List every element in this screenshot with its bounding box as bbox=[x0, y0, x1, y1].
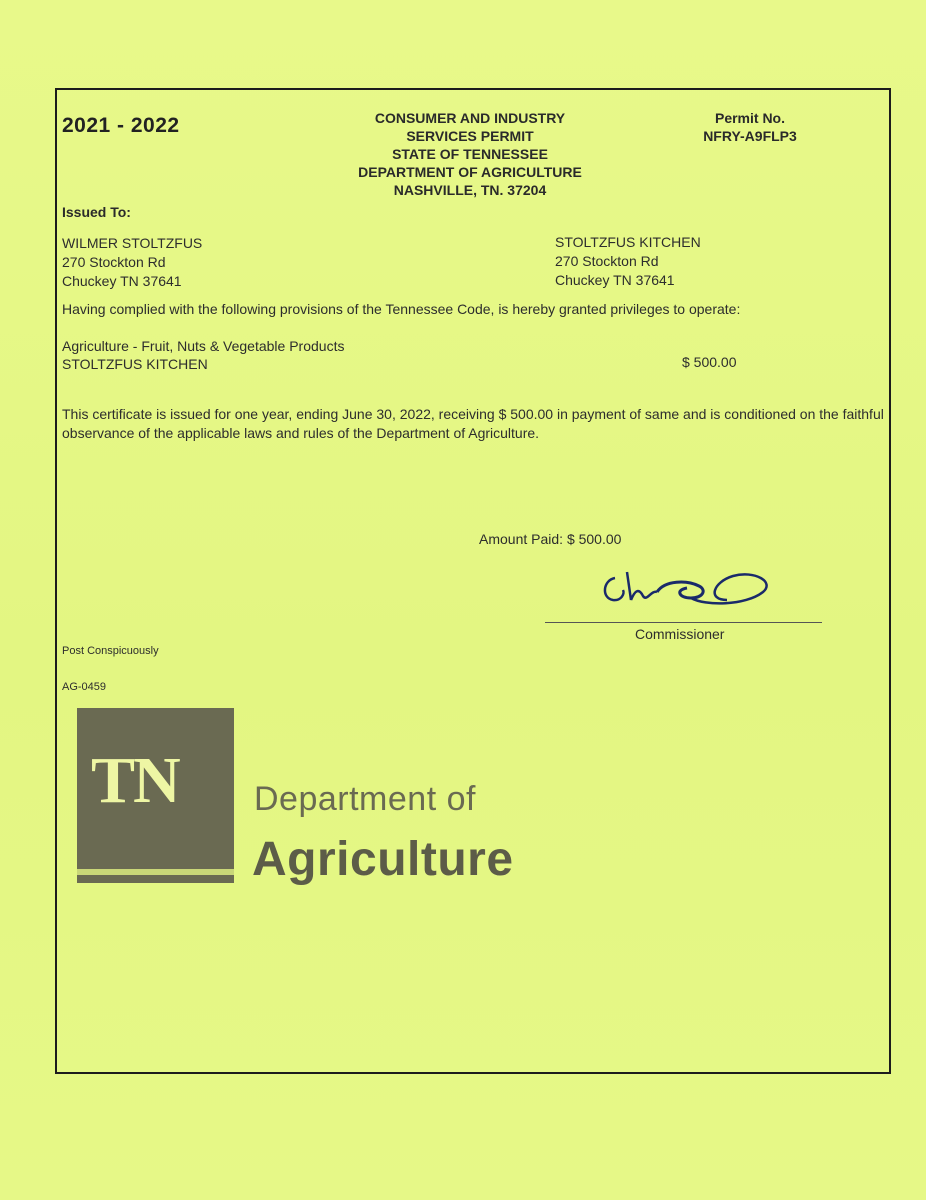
heading-line: CONSUMER AND INDUSTRY bbox=[374, 110, 566, 126]
issued-to-label: Issued To: bbox=[62, 204, 131, 220]
activity-business: STOLTZFUS KITCHEN bbox=[62, 356, 208, 372]
permit-fee: $ 500.00 bbox=[682, 354, 737, 370]
owner-city: Chuckey TN 37641 bbox=[62, 273, 182, 289]
activity-type: Agriculture - Fruit, Nuts & Vegetable Products bbox=[62, 338, 345, 354]
business-address bbox=[555, 233, 701, 290]
permit-number-block bbox=[690, 109, 810, 145]
form-number: AG-0459 bbox=[62, 681, 107, 693]
permit-heading bbox=[320, 109, 620, 199]
heading-line: NASHVILLE, TN. 37204 bbox=[393, 182, 547, 198]
permit-activity bbox=[62, 337, 344, 373]
permit-number-label: Permit No. bbox=[714, 110, 785, 126]
business-name: STOLTZFUS KITCHEN bbox=[555, 234, 701, 250]
tn-logo-mark bbox=[77, 708, 234, 883]
heading-line: DEPARTMENT OF AGRICULTURE bbox=[358, 164, 582, 180]
commissioner-label: Commissioner bbox=[635, 626, 725, 642]
signature-line bbox=[545, 622, 822, 623]
commissioner-signature bbox=[595, 560, 775, 620]
logo-agriculture: Agriculture bbox=[252, 833, 514, 886]
owner-name: WILMER STOLTZFUS bbox=[62, 235, 203, 251]
owner-street: 270 Stockton Rd bbox=[62, 254, 166, 270]
post-conspicuously: Post Conspicuously bbox=[62, 645, 159, 657]
business-street: 270 Stockton Rd bbox=[555, 253, 659, 269]
amount-paid: Amount Paid: $ 500.00 bbox=[479, 531, 622, 547]
logo-department-of: Department of bbox=[254, 780, 476, 818]
business-city: Chuckey TN 37641 bbox=[555, 272, 675, 288]
logo-stripe bbox=[77, 869, 234, 875]
heading-line: STATE OF TENNESSEE bbox=[392, 146, 548, 162]
permit-year: 2021 - 2022 bbox=[62, 114, 180, 137]
heading-line: SERVICES PERMIT bbox=[406, 128, 534, 144]
tn-logo-letters: TN bbox=[91, 744, 179, 817]
permit-number: NFRY-A9FLP3 bbox=[703, 128, 797, 144]
owner-address bbox=[62, 234, 202, 291]
complied-statement: Having complied with the following provisions of the Tennessee Code, is hereby granted privileges to operate: bbox=[62, 301, 741, 317]
certificate-statement: This certificate is issued for one year, ending June 30, 2022, receiving $ 500.00 in payment of same and is conditioned on the faithful observance of the applicable laws and rules of the Department of Agriculture. bbox=[62, 406, 884, 441]
